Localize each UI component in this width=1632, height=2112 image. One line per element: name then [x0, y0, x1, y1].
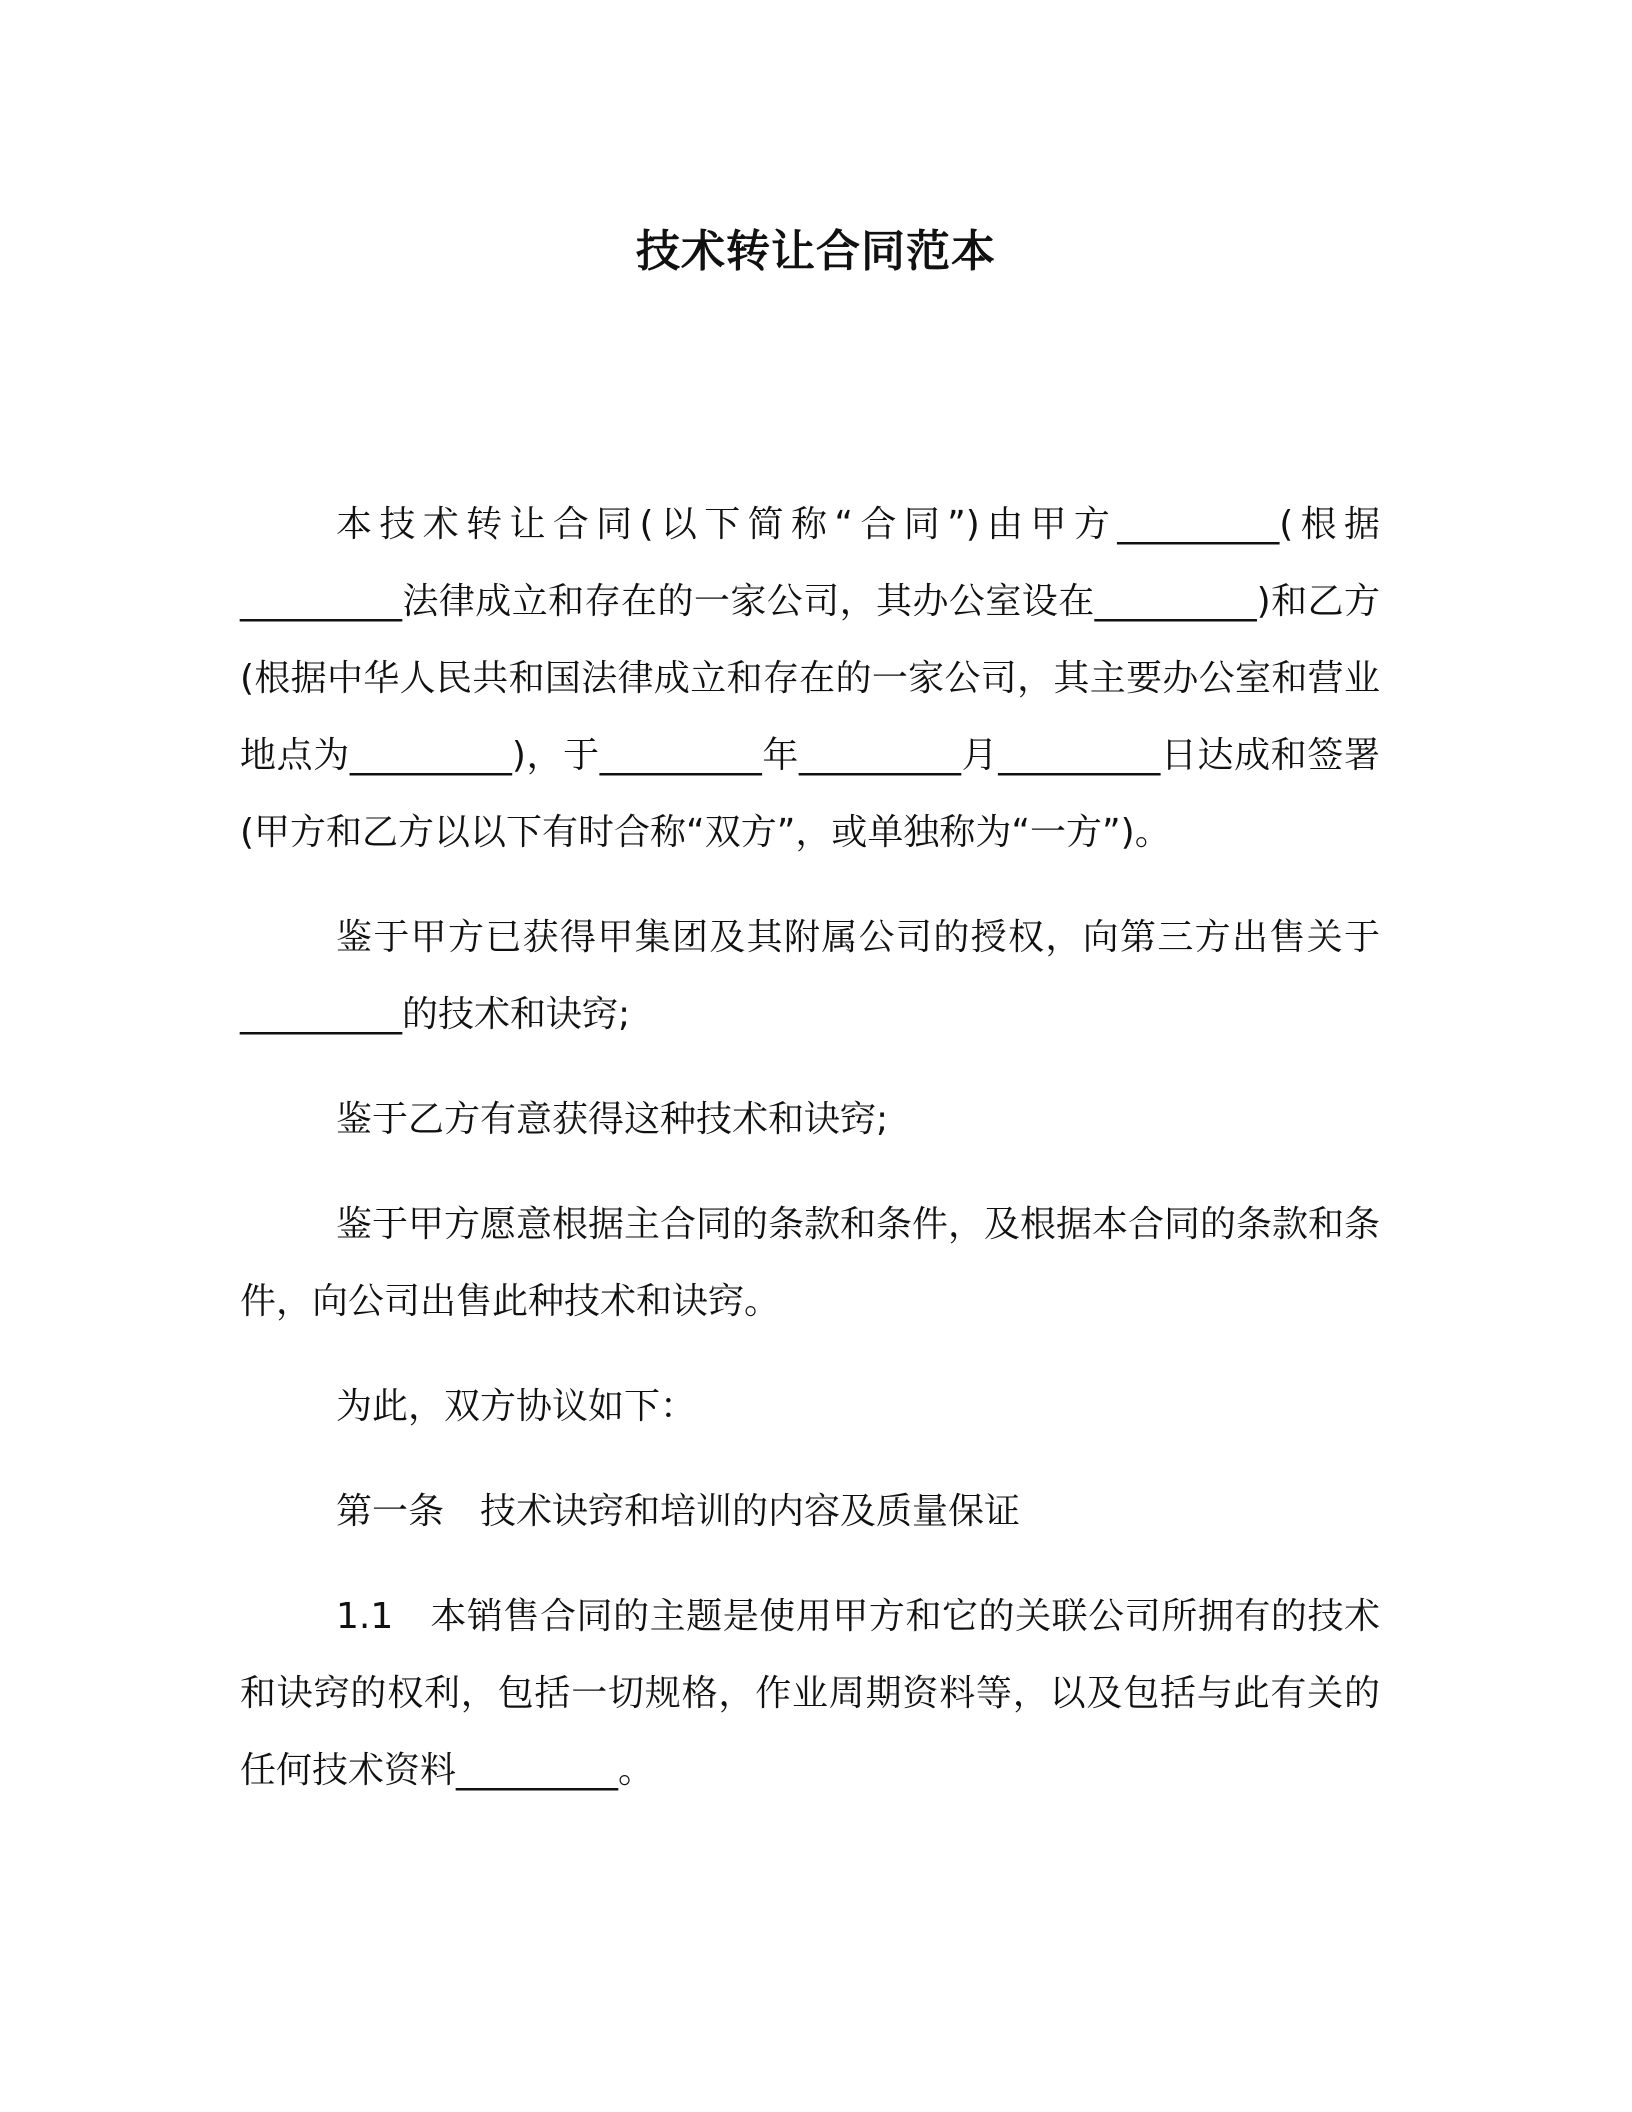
paragraph-whereas-2: 鉴于乙方有意获得这种技术和诀窍;: [336, 1099, 889, 1140]
paragraph-preamble: 本技术转让合同(以下简称“合同”)由甲方_________(根据_________法律成立和存在的一家公司，其办公室设在_________)和乙方(根据中华人民共和国法律成立和存在的一家公司，其主要办公室和营业地点为_________)，于_________年_________月_________日达成和签署(甲方和乙方以以下有时合称“双方”，或单独称为“一方”)。: [240, 504, 1380, 853]
article-1-heading: 第一条 技术诀窍和培训的内容及质量保证: [336, 1491, 1021, 1532]
paragraph-whereas-1: 鉴于甲方已获得甲集团及其附属公司的授权，向第三方出售关于_________的技术和诀窍;: [240, 917, 1380, 1035]
document-body: [240, 486, 1380, 1837]
document-title: 技术转让合同范本: [636, 226, 996, 277]
paragraph-whereas-3: 鉴于甲方愿意根据主合同的条款和条件，及根据本合同的条款和条件，向公司出售此种技术和诀窍。: [240, 1204, 1381, 1322]
paragraph-agreement-intro: 为此，双方协议如下：: [336, 1386, 697, 1427]
clause-1-1: 1.1 本销售合同的主题是使用甲方和它的关联公司所拥有的技术和诀窍的权利，包括一切规格，作业周期资料等，以及包括与此有关的任何技术资料_________。: [240, 1596, 1380, 1791]
